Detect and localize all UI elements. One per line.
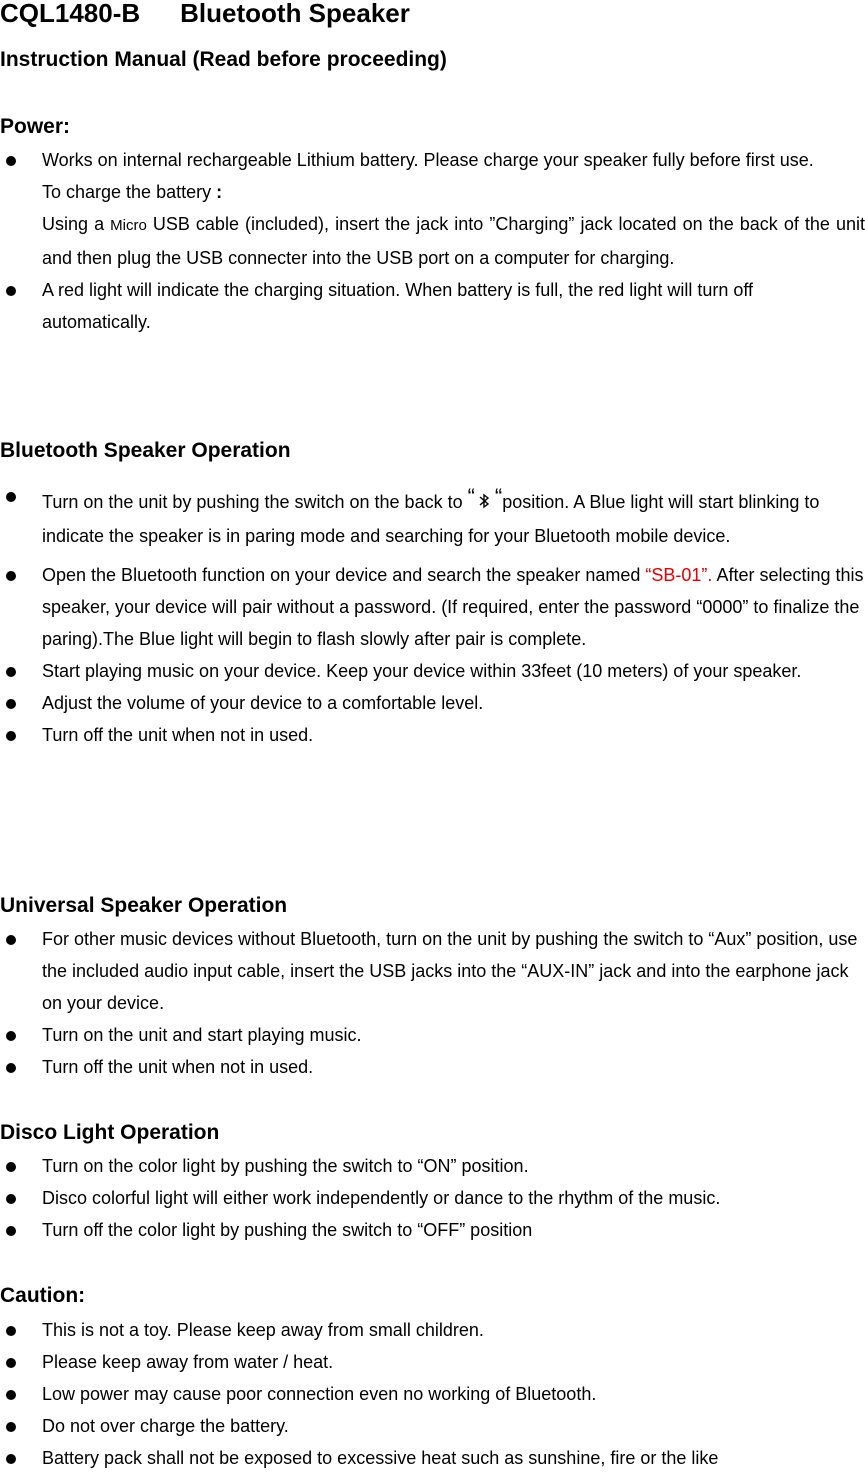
model-number: CQL1480-B: [0, 0, 141, 28]
bullet-dot-icon: [6, 935, 16, 945]
list-item: [0, 1378, 865, 1410]
bullet-dot-icon: [6, 1358, 16, 1368]
micro-label: Micro: [110, 217, 147, 234]
list-item: [0, 1346, 865, 1378]
bluetooth-list: [0, 480, 865, 751]
bullet-dot-icon: [6, 731, 16, 741]
caution-item-4-text: Do not over charge the battery.: [42, 1416, 289, 1436]
bullet-dot-icon: [6, 667, 16, 677]
list-item: [0, 655, 865, 687]
list-item: [0, 144, 865, 274]
list-item: [0, 559, 865, 655]
bluetooth-item-1-text: Turn on the unit by pushing the switch on the back to “ “position. A Blue light will start blinking to indicate the speaker is in paring mode and searching for your Bluetooth mobile device.: [42, 484, 820, 546]
product-name: Bluetooth Speaker: [180, 0, 410, 28]
bluetooth-item-2-text: Open the Bluetooth function on your device and search the speaker named “SB-01”. After selecting this speaker, your device will pair without a password. (If required, enter the password “0000” to finalize the paring).The Blue light will begin to flash slowly after pair is complete.: [42, 565, 864, 649]
bullet-dot-icon: [6, 1031, 16, 1041]
bluetooth-item-3-text: Start playing music on your device. Keep your device within 33feet (10 meters) of your speaker.: [42, 661, 802, 681]
caution-item-3-text: Low power may cause poor connection even no working of Bluetooth.: [42, 1384, 597, 1404]
list-item: [0, 1150, 865, 1182]
list-item: [0, 1314, 865, 1346]
bullet-dot-icon: [6, 571, 16, 581]
list-item: [0, 1410, 865, 1442]
power-heading: Power:: [0, 115, 71, 138]
speaker-name-highlight: “SB-01”.: [645, 565, 713, 585]
bullet-dot-icon: [6, 1194, 16, 1204]
bluetooth-item-4-text: Adjust the volume of your device to a comfortable level.: [42, 693, 484, 713]
list-item: [0, 1051, 865, 1083]
bullet-dot-icon: [6, 286, 16, 296]
universal-list: [0, 923, 865, 1083]
list-item: [0, 1182, 865, 1214]
list-item: [0, 480, 865, 559]
universal-item-2-text: Turn on the unit and start playing music.: [42, 1025, 362, 1045]
bullet-dot-icon: [6, 1326, 16, 1336]
disco-list: [0, 1150, 865, 1246]
bullet-dot-icon: [6, 1226, 16, 1236]
caution-heading: Caution:: [0, 1284, 86, 1307]
bullet-dot-icon: [6, 1390, 16, 1400]
list-item: [0, 1019, 865, 1051]
disco-item-1-text: Turn on the color light by pushing the switch to “ON” position.: [42, 1156, 529, 1176]
disco-heading: Disco Light Operation: [0, 1121, 220, 1144]
bluetooth-heading: Bluetooth Speaker Operation: [0, 439, 291, 462]
disco-item-3-text: Turn off the color light by pushing the switch to “OFF” position: [42, 1220, 533, 1240]
bullet-dot-icon: [6, 1454, 16, 1464]
document-subtitle: Instruction Manual (Read before proceeding): [0, 48, 447, 71]
caution-item-1-text: This is not a toy. Please keep away from small children.: [42, 1320, 484, 1340]
list-item: [0, 923, 865, 1019]
bullet-dot-icon: [6, 1063, 16, 1073]
bullet-dot-icon: [6, 699, 16, 709]
power-item-2-text: A red light will indicate the charging situation. When battery is full, the red light will turn off automatically.: [42, 280, 754, 332]
bullet-dot-icon: [6, 1422, 16, 1432]
universal-heading: Universal Speaker Operation: [0, 894, 288, 917]
list-item: [0, 1442, 865, 1474]
bullet-dot-icon: [6, 492, 16, 502]
power-item-1-text: Works on internal rechargeable Lithium battery. Please charge your speaker fully before first use.: [42, 150, 814, 170]
bullet-dot-icon: [6, 156, 16, 166]
power-list: [0, 144, 865, 338]
list-item: [0, 719, 865, 751]
universal-item-3-text: Turn off the unit when not in used.: [42, 1057, 314, 1077]
document-title: [0, 0, 410, 29]
power-item-1-charge-label: To charge the battery :: [42, 182, 223, 202]
caution-item-2-text: Please keep away from water / heat.: [42, 1352, 334, 1372]
caution-item-5-text: Battery pack shall not be exposed to excessive heat such as sunshine, fire or the like: [42, 1448, 719, 1468]
universal-item-1-text: For other music devices without Bluetooth, turn on the unit by pushing the switch to “Aux” position, use the included audio input cable, insert the USB jacks into the “AUX-IN” jack and into the earphone jack on your device.: [42, 929, 858, 1013]
list-item: [0, 1214, 865, 1246]
bluetooth-item-5-text: Turn off the unit when not in used.: [42, 725, 314, 745]
caution-list: [0, 1314, 865, 1474]
power-item-1-instructions: Using a Micro USB cable (included), insert the jack into ”Charging” jack located on the back of the unit and then plug the USB connecter into the USB port on a computer for charging.: [42, 214, 865, 268]
bullet-dot-icon: [6, 1162, 16, 1172]
bluetooth-icon: [475, 493, 495, 509]
disco-item-2-text: Disco colorful light will either work independently or dance to the rhythm of the music.: [42, 1188, 721, 1208]
list-item: [0, 687, 865, 719]
list-item: [0, 274, 865, 338]
